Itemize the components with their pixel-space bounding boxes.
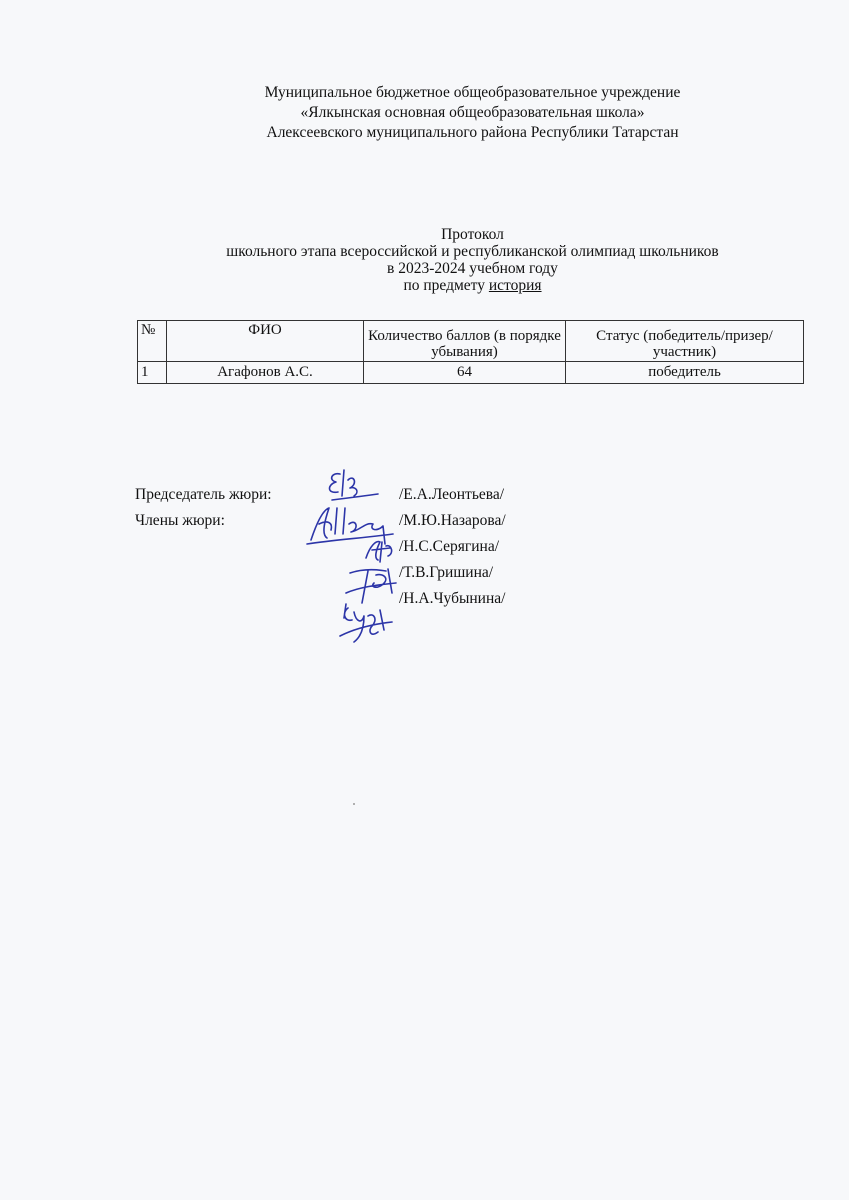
header-num: № xyxy=(138,321,167,362)
signature-chair xyxy=(318,466,388,506)
table-row xyxy=(138,362,804,384)
header-fio: ФИО xyxy=(167,321,364,362)
subject-prefix: по предмету xyxy=(403,277,489,294)
signature-member-3 xyxy=(340,563,400,607)
member-name: /Н.С.Серягина/ xyxy=(399,538,500,555)
chair-name: /Е.А.Леонтьева/ xyxy=(399,486,505,503)
cell-fio: Агафонов А.С. xyxy=(167,362,364,384)
member-name: /Т.В.Гришина/ xyxy=(399,564,494,581)
protocol-title: Протокол xyxy=(441,226,504,243)
protocol-title-block xyxy=(0,226,849,294)
protocol-line-3: в 2023-2024 учебном году xyxy=(387,260,558,277)
header-line-3: Алексеевского муниципального района Республики Татарстан xyxy=(266,124,679,141)
results-table xyxy=(137,320,804,384)
cell-score: 64 xyxy=(364,362,566,384)
cell-num: 1 xyxy=(138,362,167,384)
member-name: /Н.А.Чубынина/ xyxy=(399,590,506,607)
header-status: Статус (победитель/призер/участник) xyxy=(566,321,804,362)
subject-value: история xyxy=(488,277,542,294)
members-label: Члены жюри: xyxy=(135,512,225,529)
protocol-subject-line xyxy=(96,277,849,294)
chair-label: Председатель жюри: xyxy=(135,486,272,503)
header-line-2: «Ялкынская основная общеобразовательная школа» xyxy=(300,104,645,121)
header-score: Количество баллов (в порядке убывания) xyxy=(364,321,566,362)
institution-header xyxy=(0,83,849,143)
signature-member-1 xyxy=(303,500,398,548)
header-line-1: Муниципальное бюджетное общеобразовательное учреждение xyxy=(264,84,681,101)
paper-speck xyxy=(353,803,355,805)
table-header-row xyxy=(138,321,804,362)
signature-member-2 xyxy=(360,536,400,566)
cell-status: победитель xyxy=(566,362,804,384)
protocol-line-2: школьного этапа всероссийской и республиканской олимпиад школьников xyxy=(226,243,719,260)
member-name: /М.Ю.Назарова/ xyxy=(399,512,506,529)
signature-member-4 xyxy=(334,598,396,648)
